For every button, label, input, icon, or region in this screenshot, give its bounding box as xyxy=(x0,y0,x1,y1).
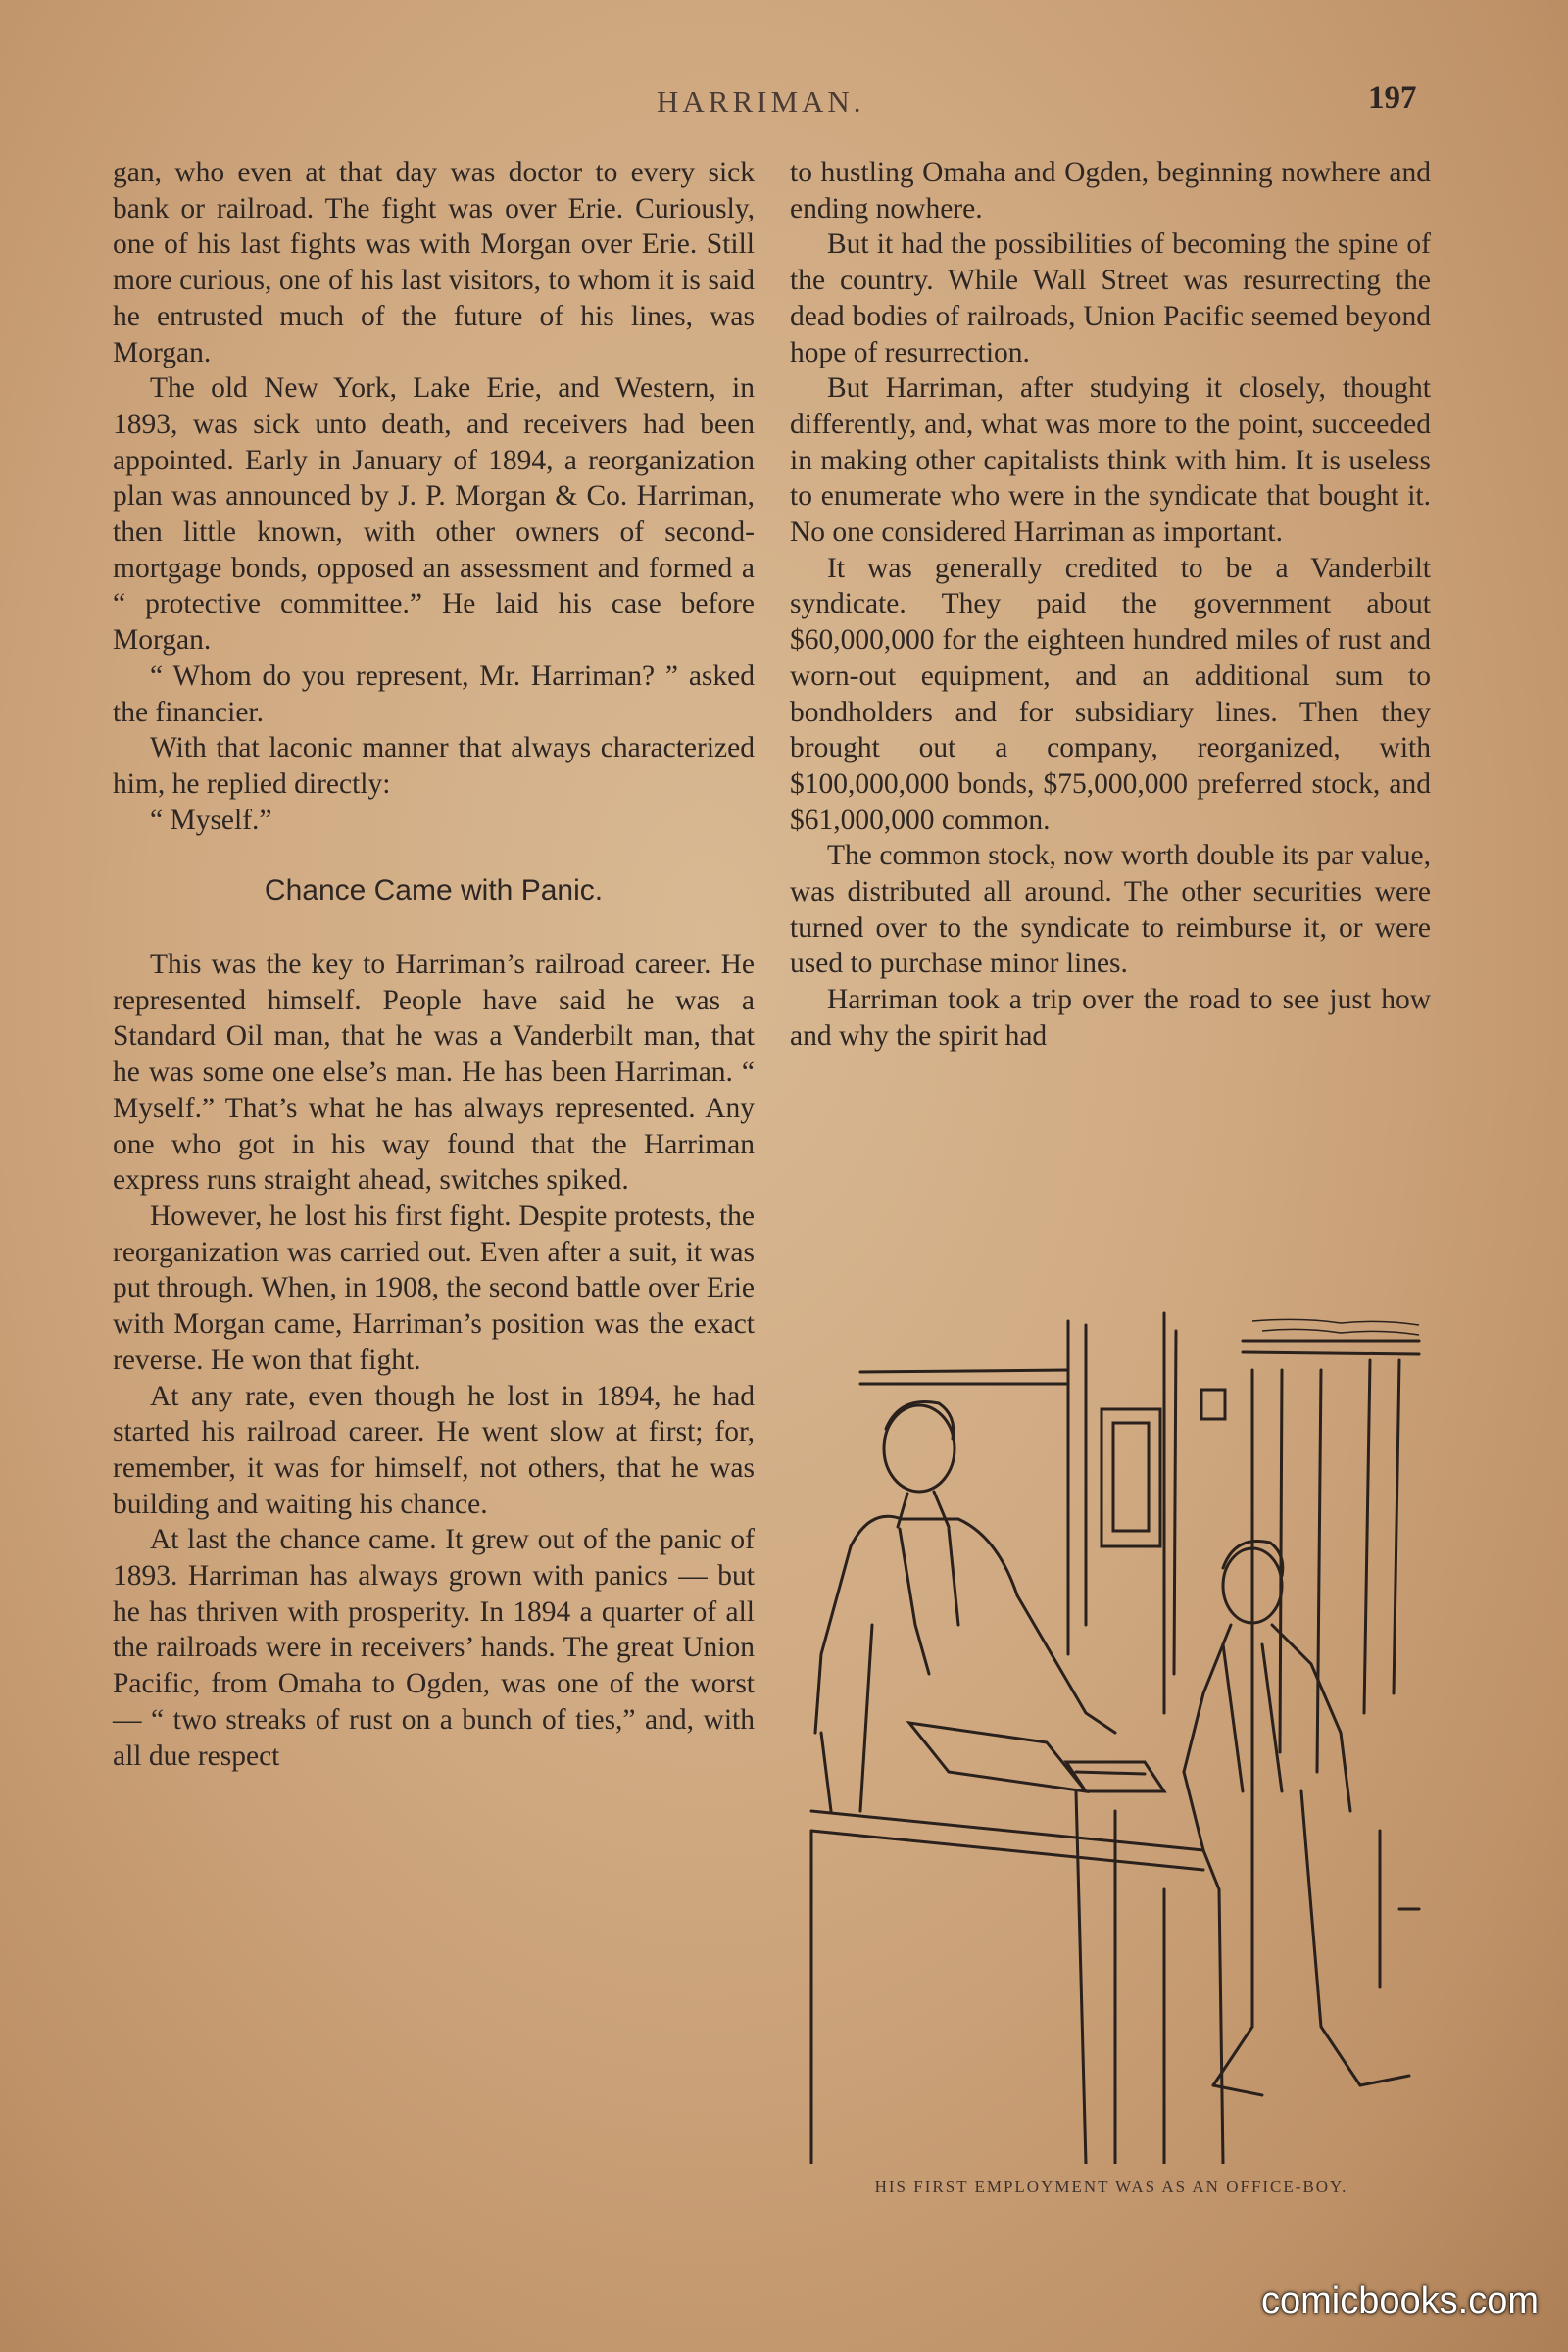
office-illustration xyxy=(792,1301,1431,2164)
paragraph: But Harriman, after studying it closely, thought differently, and, what was more to the point, succeeded in making other capitalists think with him. It is useless to enumerate who were in the syndicate that bought it. No one considered Harriman as important. xyxy=(790,372,1431,549)
paragraph: However, he lost his first fight. Despite protests, the reorganization was carried out. Even after a suit, it was put through. When, in 1908, the second battle over Erie with Morgan came, Harriman’s position was the exact reverse. He won that fight. xyxy=(113,1200,755,1376)
watermark-logo: comicbooks.com xyxy=(1261,2280,1539,2322)
section-subhead: Chance Came with Panic. xyxy=(264,874,604,907)
paragraph: Harriman took a trip over the road to see just how and why the spirit had xyxy=(790,984,1431,1052)
paragraph: It was generally credited to be a Vanderbilt syndicate. They paid the government about $60,000,000 for the eighteen hundred miles of rust and worn-out equipment, and an additional sum to bondholders and for subsidiary lines. Then they brought out a company, reorganized, with $100,000,000 bonds, $75,000,000 preferred stock, and $61,000,000 common. xyxy=(790,552,1431,836)
paragraph: With that laconic manner that always characterized him, he replied directly: xyxy=(113,732,755,800)
paragraph: The old New York, Lake Erie, and Western, in 1893, was sick unto death, and receivers had been appointed. Early in January of 1894, a reorganization plan was announced by J. P. Morgan & Co. Harriman, then little known, with other owners of second-mortgage bonds, opposed an assessment and formed a “ protective committee.” He laid his case before Morgan. xyxy=(113,372,755,657)
right-column xyxy=(790,155,1431,1054)
paragraph: to hustling Omaha and Ogden, beginning nowhere and ending nowhere. xyxy=(790,157,1431,224)
illustration-drawing xyxy=(792,1301,1431,2164)
left-column xyxy=(113,155,755,1774)
paragraph: gan, who even at that day was doctor to every sick bank or railroad. The fight was over Erie. Curiously, one of his last fights was with Morgan over Erie. Still more curious, one of his last visitors, to whom it is said he entrusted much of the future of his lines, was Morgan. xyxy=(113,157,755,368)
paragraph: “ Whom do you represent, Mr. Harriman? ” asked the financier. xyxy=(113,660,755,728)
paragraph: “ Myself.” xyxy=(150,804,272,836)
page-number: 197 xyxy=(1368,80,1417,116)
paragraph: At any rate, even though he lost in 1894, he had started his railroad career. He went slow at first; for, remember, it was for himself, not others, that he was building and waiting his chance. xyxy=(113,1380,755,1520)
running-head: HARRIMAN. xyxy=(657,84,865,119)
paragraph: But it had the possibilities of becoming the spine of the country. While Wall Street was resurrecting the dead bodies of railroads, Union Pacific seemed beyond hope of resurrection. xyxy=(790,228,1431,368)
figure-caption: HIS FIRST EMPLOYMENT WAS AS AN OFFICE-BOY. xyxy=(874,2178,1348,2196)
paragraph: The common stock, now worth double its par value, was distributed all around. The other securities were turned over to the syndicate to reimburse it, or were used to purchase minor lines. xyxy=(790,840,1431,980)
paragraph: At last the chance came. It grew out of the panic of 1893. Harriman has always grown with panics — but he has thriven with prosperity. In 1894 a quarter of all the railroads were in receivers’ hands. The great Union Pacific, from Omaha to Ogden, was one of the worst — “ two streaks of rust on a bunch of ties,” and, with all due respect xyxy=(113,1524,755,1772)
paragraph: This was the key to Harriman’s railroad career. He represented himself. People have said he was a Standard Oil man, that he was a Vanderbilt man, that he was some one else’s man. He has been Harriman. “ Myself.” That’s what he has always represented. Any one who got in his way found that the Harriman express runs straight ahead, switches spiked. xyxy=(113,949,755,1197)
page-header xyxy=(0,80,1568,123)
